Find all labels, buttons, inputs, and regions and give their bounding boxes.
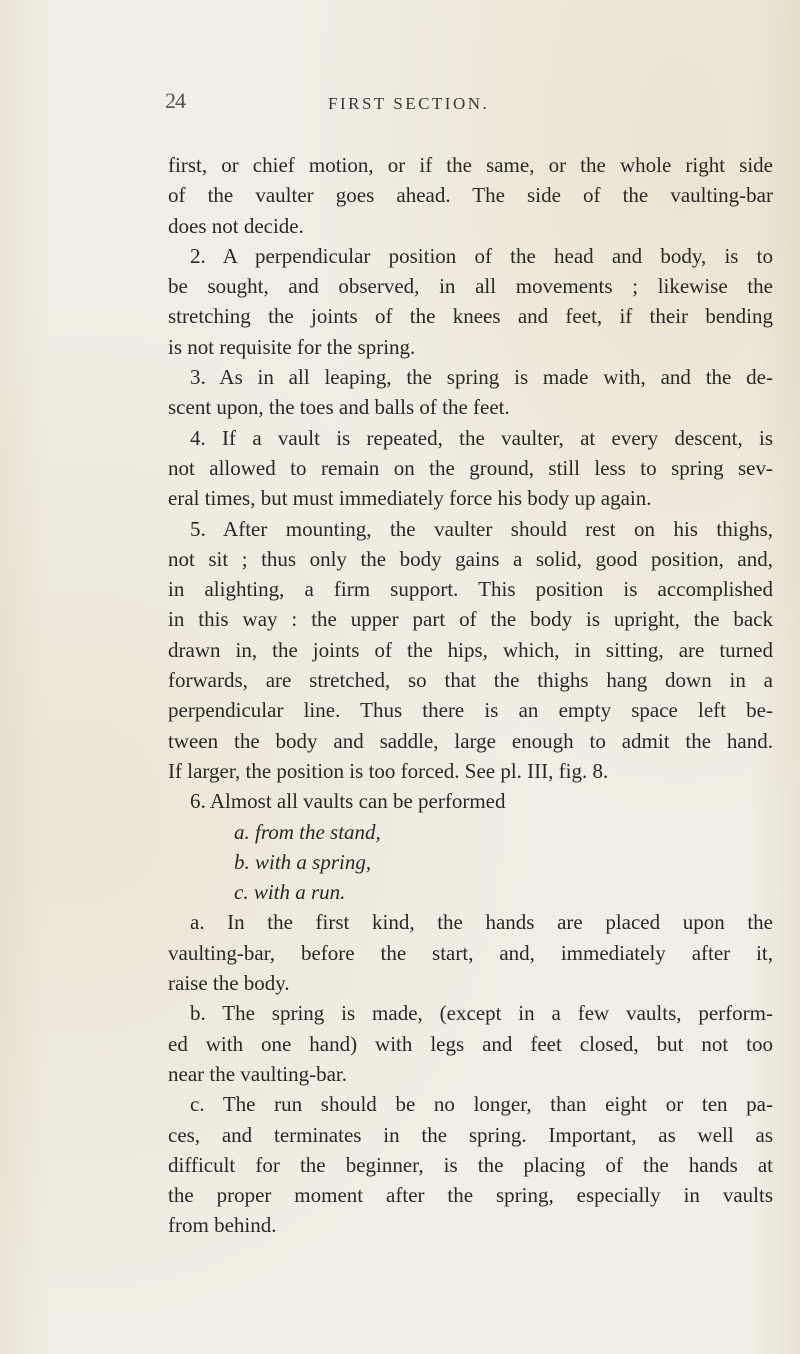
- text-line: 3. As in all leaping, the spring is made with, and the de-: [190, 365, 773, 390]
- body-text: [168, 150, 773, 1241]
- text-line: scent upon, the toes and balls of the feet.: [168, 395, 510, 420]
- page-header: [0, 88, 800, 128]
- list-item: [168, 817, 773, 847]
- text-line: raise the body.: [168, 971, 290, 996]
- text-line: from behind.: [168, 1213, 277, 1238]
- text-line: difficult for the beginner, is the placing of the hands at: [168, 1152, 773, 1177]
- text-line: 2. A perpendicular position of the head and body, is to: [190, 243, 773, 268]
- text-line: is not requisite for the spring.: [168, 334, 416, 359]
- page-number: 24: [165, 88, 185, 113]
- text-line: 6. Almost all vaults can be performed: [190, 789, 506, 814]
- list-item-text: a. from the stand,: [234, 819, 381, 844]
- text-line: perpendicular line. Thus there is an empty space left be-: [168, 698, 773, 723]
- text-line: a. In the first kind, the hands are placed upon the: [190, 910, 773, 935]
- text-line: If larger, the position is too forced. See pl. III, fig. 8.: [168, 758, 609, 783]
- text-line: ed with one hand) with legs and feet closed, but not too: [168, 1031, 773, 1056]
- text-line: tween the body and saddle, large enough to admit the hand.: [168, 728, 773, 753]
- text-line: in this way : the upper part of the body is upright, the back: [168, 607, 773, 632]
- text-line: eral times, but must immediately force his body up again.: [168, 486, 652, 511]
- text-line: does not decide.: [168, 213, 304, 238]
- text-line: vaulting-bar, before the start, and, immediately after it,: [168, 940, 773, 965]
- text-line: be sought, and observed, in all movements ; likewise the: [168, 274, 773, 299]
- text-line: the proper moment after the spring, especially in vaults: [168, 1183, 773, 1208]
- text-line: forwards, are stretched, so that the thighs hang down in a: [168, 668, 773, 693]
- text-line: stretching the joints of the knees and feet, if their bending: [168, 304, 773, 329]
- text-line: near the vaulting-bar.: [168, 1061, 348, 1086]
- text-line: of the vaulter goes ahead. The side of the vaulting-bar: [168, 183, 773, 208]
- text-line: ces, and terminates in the spring. Important, as well as: [168, 1122, 773, 1147]
- list-item-text: c. with a run.: [234, 880, 346, 905]
- list-item-text: b. with a spring,: [234, 849, 372, 874]
- list-item: [168, 847, 773, 877]
- text-line: first, or chief motion, or if the same, or the whole right side: [168, 153, 773, 177]
- text-line: drawn in, the joints of the hips, which, in sitting, are turned: [168, 637, 773, 662]
- list-item: [168, 877, 773, 907]
- text-line: not allowed to remain on the ground, still less to spring sev-: [168, 455, 773, 480]
- text-line: 4. If a vault is repeated, the vaulter, at every descent, is: [190, 425, 773, 450]
- text-line: in alighting, a firm support. This position is accomplished: [168, 577, 773, 602]
- text-line: c. The run should be no longer, than eight or ten pa-: [190, 1092, 773, 1117]
- text-line: b. The spring is made, (except in a few vaults, perform-: [190, 1001, 773, 1026]
- running-title: FIRST SECTION.: [328, 94, 490, 113]
- text-line: 5. After mounting, the vaulter should rest on his thighs,: [190, 516, 773, 541]
- text-line: not sit ; thus only the body gains a solid, good position, and,: [168, 546, 773, 571]
